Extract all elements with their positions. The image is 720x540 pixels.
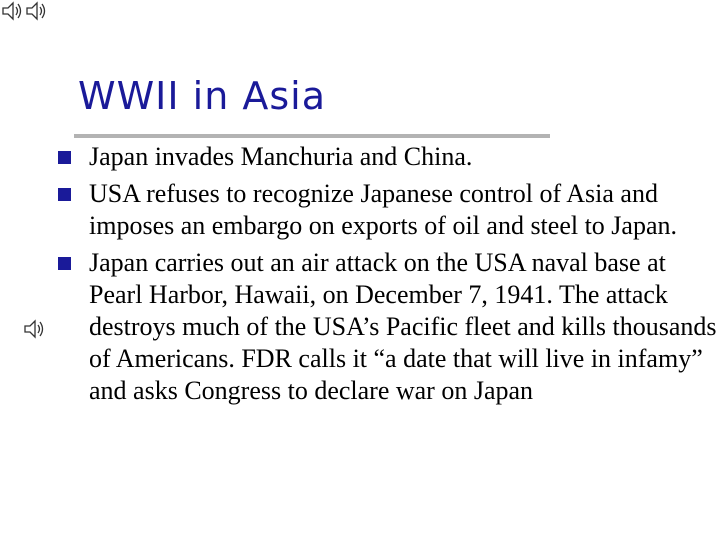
speaker-icon[interactable] [24,0,48,22]
list-item [58,141,718,173]
title-divider [74,134,550,138]
square-bullet-icon [58,257,71,270]
bullet-text: Japan carries out an air attack on the USA naval base at Pearl Harbor, Hawaii, on December 7, 1941. The attack destroys much of the USA’s Pacific fleet and kills thousands of Americans. FDR calls it “a date that will live in infamy” and asks Congress to declare war on Japan [89,248,717,405]
list-item [58,178,718,242]
speaker-icon[interactable] [0,0,24,22]
bullet-list [58,141,718,412]
slide-title: WWII in Asia [78,74,326,118]
speaker-icon[interactable] [22,318,46,340]
bullet-text: Japan invades Manchuria and China. [89,142,473,171]
audio-toolbar [0,0,48,22]
square-bullet-icon [58,188,71,201]
square-bullet-icon [58,151,71,164]
bullet-text: USA refuses to recognize Japanese control of Asia and imposes an embargo on exports of oil and steel to Japan. [89,179,678,240]
list-item [58,247,718,407]
